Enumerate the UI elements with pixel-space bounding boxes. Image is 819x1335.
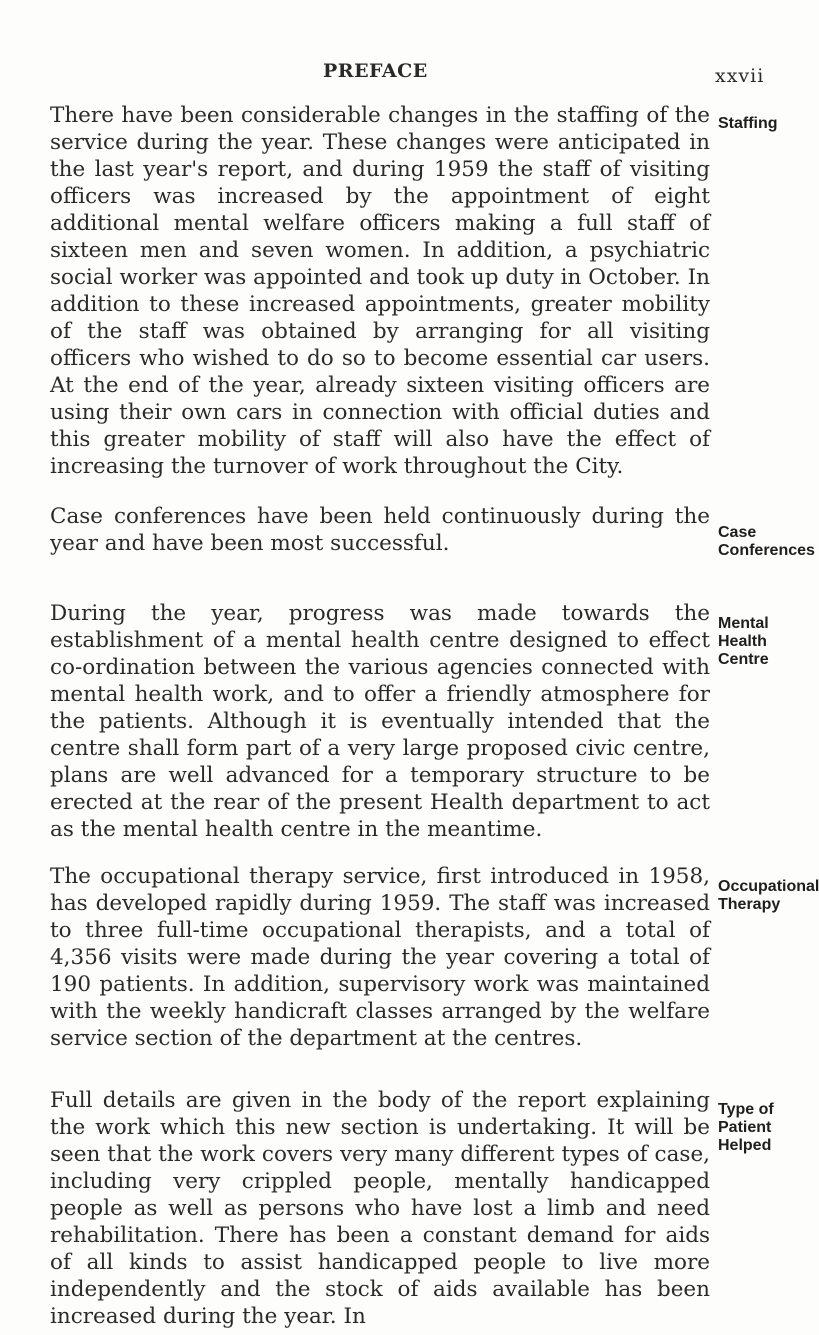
page-header-title: PREFACE <box>323 60 428 82</box>
paragraph-mental-health-centre: During the year, progress was made towards the establishment of a mental health centre designed to effect co-ordination between the various agencies connected with mental health work, and to offer a friendly atmosphere for the patients. Although it is eventually intended that the centre shall form part of a very large proposed civic centre, plans are well advanced for a temporary structure to be erected at the rear of the present Health department to act as the mental health centre in the meantime. <box>50 601 710 842</box>
paragraph-type-of-patient: Full details are given in the body of the report explaining the work which this new section is undertaking. It will be seen that the work covers very many different types of case, including very crippled people, mentally handicapped people as well as persons who have lost a limb and need rehabilitation. There has been a constant demand for aids of all kinds to assist handicapped people to live more independently and the stock of aids available has been increased during the year. In <box>50 1088 710 1329</box>
margin-heading-case-conferences: Case Conferences <box>718 524 815 559</box>
paragraph-case-conferences: Case conferences have been held continuously during the year and have been most successful. <box>50 504 710 556</box>
page-number: xxvii <box>715 65 765 87</box>
margin-heading-mental-health-centre: Mental Health Centre <box>718 615 769 668</box>
margin-heading-staffing: Staffing <box>718 115 778 132</box>
paragraph-occupational-therapy: The occupational therapy service, first introduced in 1958, has developed rapidly during 1959. The staff was increased to three full-time occupational therapists, and a total of 4,356 visits were made during the year covering a total of 190 patients. In addition, supervisory work was maintained with the weekly handicraft classes arranged by the welfare service section of the department at the centres. <box>50 864 710 1051</box>
margin-heading-occupational-therapy: Occupational Therapy <box>718 878 819 913</box>
paragraph-staffing: There have been considerable changes in the staffing of the service during the year. These changes were anticipated in the last year's report, and during 1959 the staff of visiting officers was increased by the appointment of eight additional mental welfare officers making a full staff of sixteen men and seven women. In addition, a psychiatric social worker was appointed and took up duty in October. In addition to these increased appointments, greater mobility of the staff was obtained by arranging for all visiting officers who wished to do so to become essential car users. At the end of the year, already sixteen visiting officers are using their own cars in connection with official duties and this greater mobility of staff will also have the effect of increasing the turnover of work throughout the City. <box>50 103 710 479</box>
margin-heading-type-of-patient: Type of Patient Helped <box>718 1101 774 1154</box>
